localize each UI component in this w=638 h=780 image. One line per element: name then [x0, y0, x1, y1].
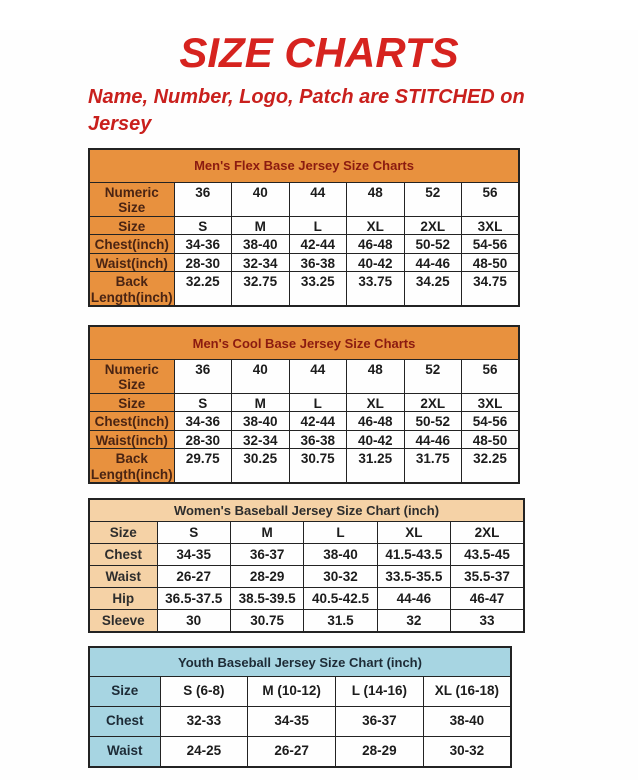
- table-row: [89, 393, 519, 412]
- size-value-cell: 3XL: [462, 216, 520, 235]
- size-value-cell: 38-40: [232, 412, 290, 431]
- size-value-cell: 30.25: [232, 449, 290, 484]
- size-value-cell: 52: [404, 182, 462, 216]
- size-value-cell: 32-33: [160, 707, 248, 737]
- size-value-cell: L: [289, 216, 347, 235]
- size-value-cell: 28-30: [174, 430, 232, 449]
- size-value-cell: 26-27: [248, 737, 336, 767]
- size-value-cell: 48-50: [462, 430, 520, 449]
- size-value-cell: 33: [451, 610, 524, 632]
- size-value-cell: 34.25: [404, 272, 462, 307]
- row-label: Waist(inch): [89, 430, 174, 449]
- page-title: SIZE CHARTS: [179, 29, 459, 76]
- table-row: [89, 737, 511, 767]
- row-label: Size: [89, 393, 174, 412]
- table-row: [89, 216, 519, 235]
- row-label: Chest: [89, 544, 157, 566]
- size-value-cell: 30-32: [423, 737, 511, 767]
- row-label: Size: [89, 522, 157, 544]
- size-value-cell: 50-52: [404, 412, 462, 431]
- size-value-cell: 46-48: [347, 412, 405, 431]
- mens-flex-size-table: [88, 148, 520, 307]
- size-value-cell: 28-29: [336, 737, 424, 767]
- row-label: Numeric Size: [89, 359, 174, 393]
- mens-cool-size-chart-section: [88, 325, 520, 484]
- size-value-cell: 40: [232, 182, 290, 216]
- size-value-cell: 44-46: [377, 588, 450, 610]
- size-value-cell: 40-42: [347, 430, 405, 449]
- table-row: [89, 449, 519, 484]
- table-row: [89, 412, 519, 431]
- size-value-cell: 46-48: [347, 235, 405, 254]
- size-value-cell: 38-40: [232, 235, 290, 254]
- size-value-cell: 32.75: [232, 272, 290, 307]
- size-value-cell: L (14-16): [336, 677, 424, 707]
- size-value-cell: M: [232, 393, 290, 412]
- size-value-cell: 30.75: [289, 449, 347, 484]
- size-value-cell: 31.25: [347, 449, 405, 484]
- table-row: [89, 707, 511, 737]
- table-row: [89, 235, 519, 254]
- size-value-cell: 50-52: [404, 235, 462, 254]
- size-value-cell: 54-56: [462, 412, 520, 431]
- size-value-cell: 52: [404, 359, 462, 393]
- size-value-cell: XL: [347, 216, 405, 235]
- size-value-cell: 38-40: [423, 707, 511, 737]
- size-value-cell: 32.25: [174, 272, 232, 307]
- size-value-cell: 44-46: [404, 253, 462, 272]
- size-value-cell: 36-38: [289, 253, 347, 272]
- size-value-cell: S: [174, 393, 232, 412]
- size-value-cell: 33.5-35.5: [377, 566, 450, 588]
- size-value-cell: 36: [174, 182, 232, 216]
- page-subtitle: Name, Number, Logo, Patch are STITCHED on Jersey: [88, 86, 525, 136]
- size-value-cell: 36.5-37.5: [157, 588, 230, 610]
- size-value-cell: 30.75: [230, 610, 303, 632]
- row-label: Chest: [89, 707, 160, 737]
- row-label: Size: [89, 216, 174, 235]
- mens-flex-size-chart-section: [88, 148, 520, 307]
- size-value-cell: 42-44: [289, 412, 347, 431]
- size-value-cell: XL (16-18): [423, 677, 511, 707]
- table-row: [89, 588, 524, 610]
- size-value-cell: 29.75: [174, 449, 232, 484]
- size-value-cell: 40: [232, 359, 290, 393]
- size-value-cell: 33.75: [347, 272, 405, 307]
- size-value-cell: 26-27: [157, 566, 230, 588]
- table-row: [89, 430, 519, 449]
- size-value-cell: 2XL: [451, 522, 524, 544]
- size-value-cell: L: [304, 522, 377, 544]
- row-label: Sleeve: [89, 610, 157, 632]
- table-row: [89, 522, 524, 544]
- table-row: [89, 544, 524, 566]
- size-value-cell: 43.5-45: [451, 544, 524, 566]
- table-row: [89, 182, 519, 216]
- size-value-cell: 36-38: [289, 430, 347, 449]
- table-row: [89, 677, 511, 707]
- womens-size-chart-section: [88, 498, 525, 633]
- size-value-cell: 56: [462, 182, 520, 216]
- size-value-cell: 46-47: [451, 588, 524, 610]
- table-row: [89, 566, 524, 588]
- size-value-cell: 34.75: [462, 272, 520, 307]
- size-value-cell: M: [232, 216, 290, 235]
- size-value-cell: 3XL: [462, 393, 520, 412]
- table-title: Men's Cool Base Jersey Size Charts: [89, 326, 519, 359]
- youth-size-chart-section: [88, 646, 512, 768]
- size-value-cell: 48: [347, 359, 405, 393]
- table-row: [89, 359, 519, 393]
- row-label: Waist: [89, 737, 160, 767]
- size-value-cell: 34-35: [157, 544, 230, 566]
- size-value-cell: 48: [347, 182, 405, 216]
- size-value-cell: 38-40: [304, 544, 377, 566]
- table-row: [89, 272, 519, 307]
- size-value-cell: 40-42: [347, 253, 405, 272]
- size-value-cell: 48-50: [462, 253, 520, 272]
- table-row: [89, 253, 519, 272]
- size-value-cell: XL: [377, 522, 450, 544]
- size-value-cell: M: [230, 522, 303, 544]
- size-value-cell: 44: [289, 359, 347, 393]
- size-value-cell: 24-25: [160, 737, 248, 767]
- size-value-cell: 38.5-39.5: [230, 588, 303, 610]
- size-value-cell: 34-35: [248, 707, 336, 737]
- size-value-cell: 28-29: [230, 566, 303, 588]
- row-label: Size: [89, 677, 160, 707]
- size-value-cell: 40.5-42.5: [304, 588, 377, 610]
- size-value-cell: S: [174, 216, 232, 235]
- size-value-cell: 31.5: [304, 610, 377, 632]
- size-value-cell: 2XL: [404, 393, 462, 412]
- size-value-cell: 30-32: [304, 566, 377, 588]
- size-value-cell: 42-44: [289, 235, 347, 254]
- size-value-cell: XL: [347, 393, 405, 412]
- row-label: Waist: [89, 566, 157, 588]
- size-value-cell: S: [157, 522, 230, 544]
- size-value-cell: S (6-8): [160, 677, 248, 707]
- row-label: Numeric Size: [89, 182, 174, 216]
- size-value-cell: 35.5-37: [451, 566, 524, 588]
- size-value-cell: 34-36: [174, 412, 232, 431]
- size-value-cell: 2XL: [404, 216, 462, 235]
- size-value-cell: 31.75: [404, 449, 462, 484]
- size-value-cell: M (10-12): [248, 677, 336, 707]
- size-value-cell: 36-37: [230, 544, 303, 566]
- size-value-cell: 32.25: [462, 449, 520, 484]
- size-value-cell: 36-37: [336, 707, 424, 737]
- size-value-cell: 32-34: [232, 253, 290, 272]
- womens-size-table: [88, 498, 525, 633]
- size-charts-page: [0, 30, 638, 780]
- size-value-cell: 30: [157, 610, 230, 632]
- youth-size-table: [88, 646, 512, 768]
- row-label: Back Length(inch): [89, 449, 174, 484]
- size-value-cell: 32: [377, 610, 450, 632]
- table-title: Men's Flex Base Jersey Size Charts: [89, 149, 519, 182]
- size-value-cell: 32-34: [232, 430, 290, 449]
- row-label: Back Length(inch): [89, 272, 174, 307]
- size-value-cell: 28-30: [174, 253, 232, 272]
- row-label: Waist(inch): [89, 253, 174, 272]
- size-value-cell: L: [289, 393, 347, 412]
- row-label: Hip: [89, 588, 157, 610]
- size-value-cell: 34-36: [174, 235, 232, 254]
- mens-cool-size-table: [88, 325, 520, 484]
- row-label: Chest(inch): [89, 235, 174, 254]
- size-value-cell: 44-46: [404, 430, 462, 449]
- size-value-cell: 36: [174, 359, 232, 393]
- size-value-cell: 54-56: [462, 235, 520, 254]
- size-value-cell: 56: [462, 359, 520, 393]
- table-title: Women's Baseball Jersey Size Chart (inch): [89, 499, 524, 522]
- size-value-cell: 41.5-43.5: [377, 544, 450, 566]
- size-value-cell: 44: [289, 182, 347, 216]
- size-value-cell: 33.25: [289, 272, 347, 307]
- table-row: [89, 610, 524, 632]
- table-title: Youth Baseball Jersey Size Chart (inch): [89, 647, 511, 677]
- row-label: Chest(inch): [89, 412, 174, 431]
